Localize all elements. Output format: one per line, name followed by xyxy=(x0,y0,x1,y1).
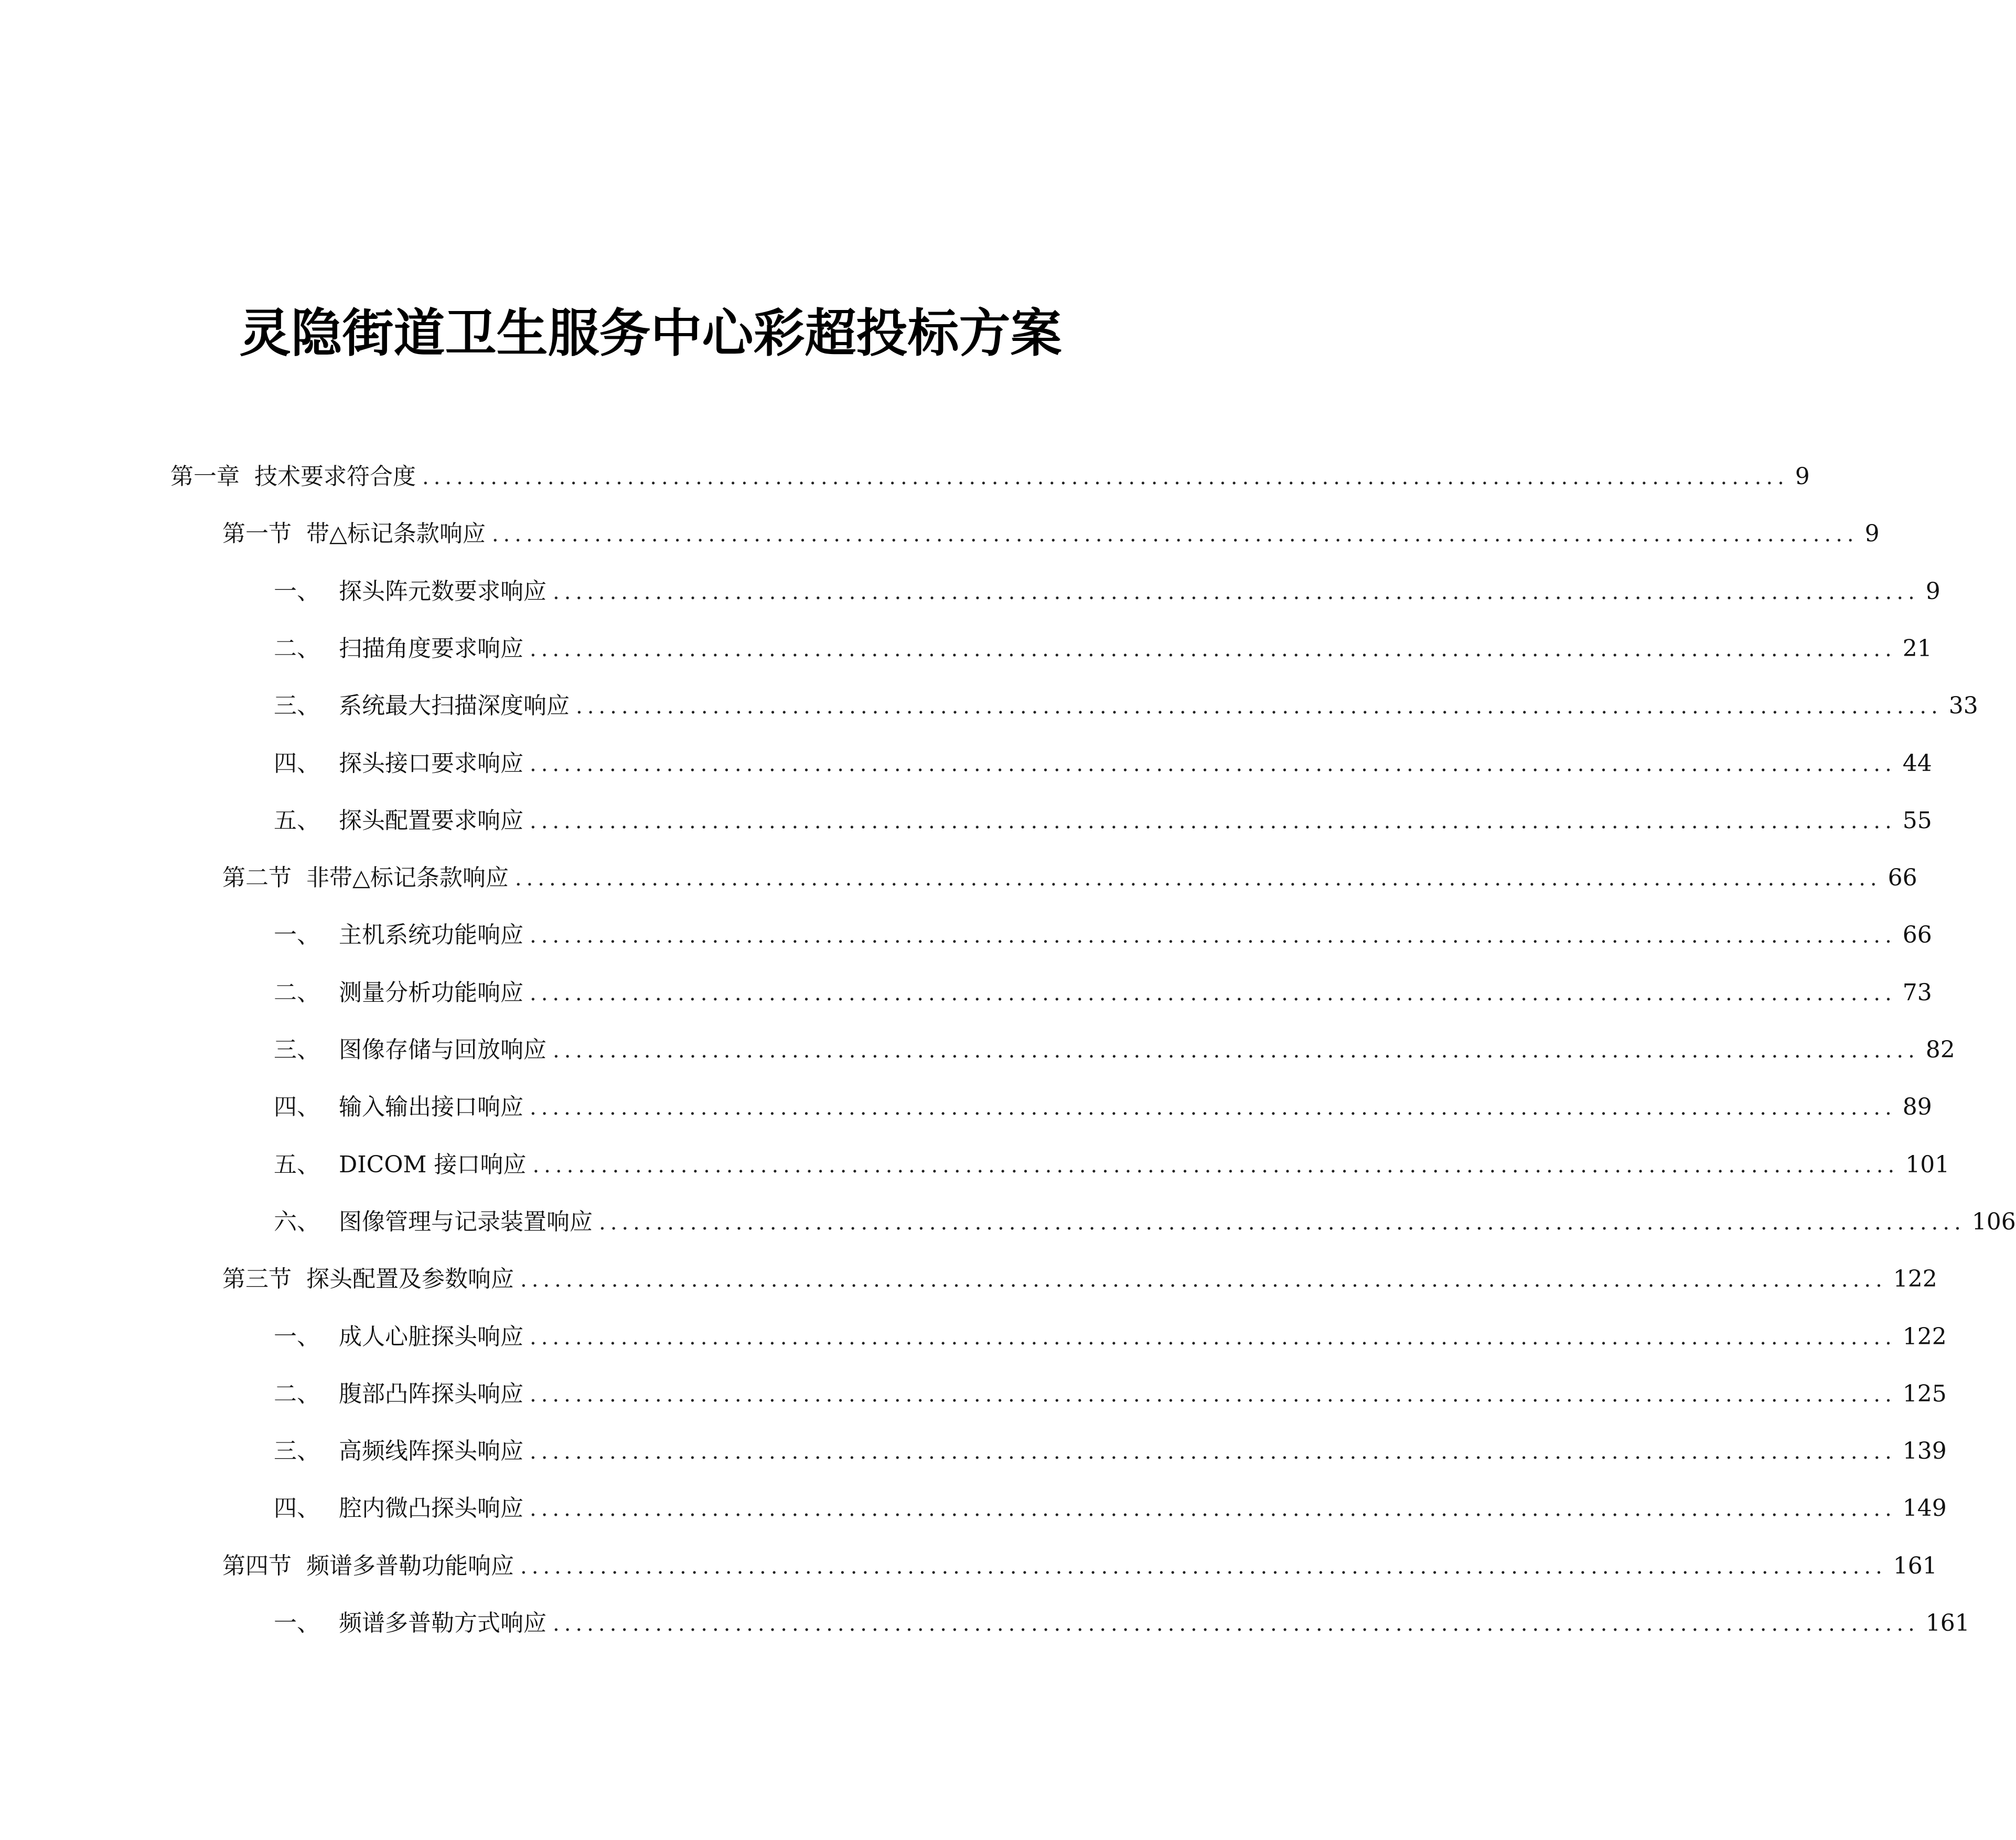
toc-title: 扫描角度要求响应 xyxy=(339,635,523,662)
toc-title: 主机系统功能响应 xyxy=(339,922,523,949)
toc-title: 探头配置及参数响应 xyxy=(306,1266,514,1293)
toc-heading[interactable] xyxy=(222,857,1917,899)
toc-item[interactable] xyxy=(274,685,1978,727)
toc-item[interactable] xyxy=(274,1086,1932,1128)
toc-item[interactable] xyxy=(274,1316,1947,1358)
toc-item[interactable] xyxy=(274,743,1932,785)
toc-title: 成人心脏探头响应 xyxy=(339,1323,523,1350)
toc-page-number: 44 xyxy=(1902,750,1932,777)
toc-item[interactable] xyxy=(274,972,1932,1014)
toc-number: 四、 xyxy=(274,1495,320,1522)
toc-number: 二、 xyxy=(274,979,320,1006)
toc-number: 第三节 xyxy=(222,1266,292,1293)
toc-number: 一、 xyxy=(274,577,320,605)
toc-number: 第二节 xyxy=(222,864,292,892)
toc-number: 二、 xyxy=(274,635,320,662)
toc-dot-leader: ........................................................................................................................ xyxy=(553,1612,1920,1636)
toc-page-number: 101 xyxy=(1905,1151,1950,1178)
toc-dot-leader: ........................................................................................................................ xyxy=(530,752,1896,776)
toc-page-number: 9 xyxy=(1925,577,1940,605)
toc-dot-leader: ........................................................................................................................ xyxy=(553,1039,1920,1063)
toc-title: 图像管理与记录装置响应 xyxy=(339,1208,593,1235)
toc-number: 三、 xyxy=(274,1036,320,1063)
toc-dot-leader: ........................................................................................................................ xyxy=(532,1153,1900,1178)
toc-heading[interactable] xyxy=(222,1258,1937,1300)
toc-item[interactable] xyxy=(274,1373,1947,1415)
toc-item[interactable] xyxy=(274,1602,1970,1644)
toc-dot-leader: ........................................................................................................................ xyxy=(530,637,1896,661)
document-title: 灵隐街道卫生服务中心彩超投标方案 xyxy=(239,303,1062,363)
toc-title: 带△标记条款响应 xyxy=(306,520,486,548)
toc-number: 四、 xyxy=(274,750,320,777)
toc-number: 四、 xyxy=(274,1094,320,1121)
toc-number: 三、 xyxy=(274,1438,320,1465)
toc-number: 三、 xyxy=(274,692,320,720)
toc-page-number: 55 xyxy=(1902,807,1932,834)
toc-title: 频谱多普勒方式响应 xyxy=(339,1610,546,1636)
toc-dot-leader: ........................................................................................................................ xyxy=(530,1497,1896,1522)
toc-title: 高频线阵探头响应 xyxy=(339,1438,523,1465)
toc-dot-leader: ........................................................................................................................ xyxy=(520,1554,1887,1579)
toc-dot-leader: ........................................................................................................................ xyxy=(530,1096,1896,1120)
toc-page-number: 33 xyxy=(1948,692,1978,720)
toc-number: 第一节 xyxy=(222,520,292,548)
toc-dot-leader: ........................................................................................................................ xyxy=(520,1268,1887,1292)
toc-heading[interactable] xyxy=(222,1545,1937,1587)
toc-dot-leader: ........................................................................................................................ xyxy=(553,580,1920,604)
toc-page-number: 66 xyxy=(1888,864,1917,892)
toc-title: 测量分析功能响应 xyxy=(339,979,523,1006)
toc-page-number: 161 xyxy=(1925,1610,1970,1636)
toc-item[interactable] xyxy=(274,571,1940,613)
toc-page-number: 9 xyxy=(1864,520,1880,548)
toc-page-number: 73 xyxy=(1902,979,1932,1006)
toc-title: DICOM 接口响应 xyxy=(339,1151,527,1178)
toc-number: 一、 xyxy=(274,922,320,949)
toc-dot-leader: ........................................................................................................................ xyxy=(530,809,1896,833)
toc-number: 第四节 xyxy=(222,1552,292,1579)
toc-page-number: 21 xyxy=(1902,635,1932,662)
toc-page-number: 122 xyxy=(1902,1323,1947,1350)
toc-title: 输入输出接口响应 xyxy=(339,1094,523,1121)
toc-title: 技术要求符合度 xyxy=(254,463,416,490)
toc-page-number: 161 xyxy=(1893,1552,1937,1579)
toc-page-number: 106 xyxy=(1971,1208,2016,1235)
toc-title: 腔内微凸探头响应 xyxy=(339,1495,523,1522)
toc-number: 五、 xyxy=(274,807,320,834)
toc-item[interactable] xyxy=(274,1488,1947,1529)
toc-title: 频谱多普勒功能响应 xyxy=(306,1552,514,1579)
toc-page-number: 149 xyxy=(1902,1495,1947,1522)
toc-page-number: 122 xyxy=(1893,1266,1937,1293)
toc-page-number: 139 xyxy=(1902,1438,1947,1465)
toc-heading[interactable] xyxy=(170,456,1810,498)
toc-heading[interactable] xyxy=(222,513,1880,555)
toc-title: 探头阵元数要求响应 xyxy=(339,577,546,605)
toc-page-number: 89 xyxy=(1902,1094,1932,1121)
toc-number: 二、 xyxy=(274,1380,320,1407)
toc-number: 第一章 xyxy=(170,463,240,490)
toc-number: 六、 xyxy=(274,1208,320,1235)
toc-item[interactable] xyxy=(274,800,1932,842)
toc-item[interactable] xyxy=(274,914,1932,956)
toc-number: 一、 xyxy=(274,1610,320,1636)
toc-item[interactable] xyxy=(274,1430,1947,1472)
toc-item[interactable] xyxy=(274,1029,1955,1071)
toc-dot-leader: ........................................................................................................................ xyxy=(530,1382,1896,1407)
toc-dot-leader: ........................................................................................................................ xyxy=(514,866,1882,891)
toc-title: 腹部凸阵探头响应 xyxy=(339,1380,523,1407)
toc-item[interactable] xyxy=(274,1144,1950,1186)
toc-dot-leader: ........................................................................................................................ xyxy=(530,1325,1896,1350)
toc-page-number: 66 xyxy=(1902,922,1932,949)
toc-page-number: 125 xyxy=(1902,1380,1947,1407)
toc-title: 图像存储与回放响应 xyxy=(339,1036,546,1063)
toc-title: 系统最大扫描深度响应 xyxy=(339,692,570,720)
toc-page-number: 82 xyxy=(1925,1036,1955,1063)
toc-dot-leader: ........................................................................................................................ xyxy=(491,522,1859,547)
toc-dot-leader: ........................................................................................................................ xyxy=(599,1210,1966,1235)
toc-title: 非带△标记条款响应 xyxy=(306,864,509,892)
toc-dot-leader: ........................................................................................................................ xyxy=(530,981,1896,1005)
toc-item[interactable] xyxy=(274,628,1932,670)
toc-dot-leader: ........................................................................................................................ xyxy=(576,694,1943,719)
toc-dot-leader: ........................................................................................................................ xyxy=(530,1440,1896,1464)
toc-title: 探头接口要求响应 xyxy=(339,750,523,777)
toc-number: 一、 xyxy=(274,1323,320,1350)
toc-item[interactable] xyxy=(274,1201,2016,1243)
toc-number: 五、 xyxy=(274,1151,320,1178)
toc-page-number: 9 xyxy=(1795,463,1810,490)
toc-title: 探头配置要求响应 xyxy=(339,807,523,834)
toc-dot-leader: ........................................................................................................................ xyxy=(530,924,1896,948)
toc-dot-leader: ........................................................................................................................ xyxy=(422,465,1789,489)
